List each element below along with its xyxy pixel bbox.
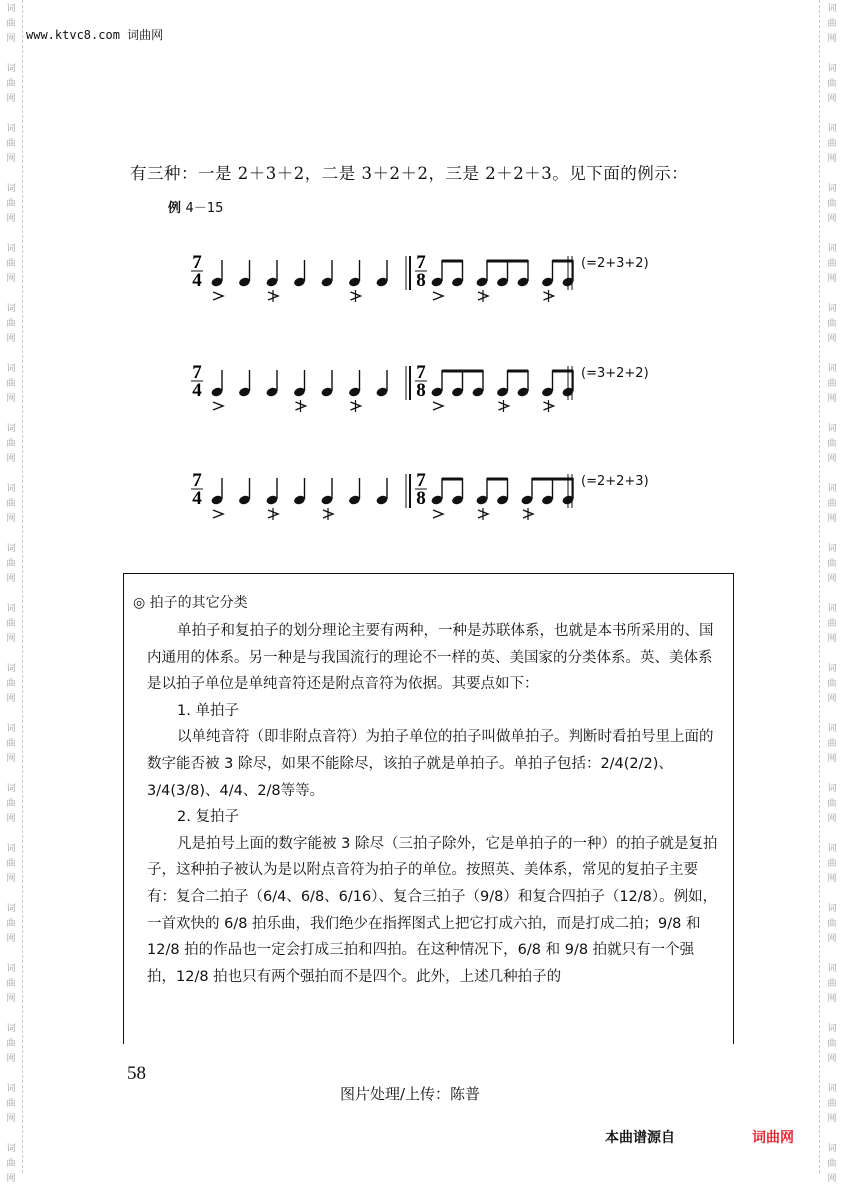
- accent-mark: [433, 510, 443, 518]
- rhythm-example-3: [185, 466, 685, 526]
- time-signature-bottom: 4: [192, 380, 202, 401]
- time-signature-bottom: 4: [192, 488, 202, 509]
- intro-paragraph: 有三种：一是 2＋3＋2，二是 3＋2＋2，三是 2＋2＋3。见下面的例示：: [130, 164, 689, 183]
- time-signature-top: 7: [416, 252, 426, 273]
- watermark-text: 词 曲 网: [6, 1024, 16, 1064]
- watermark-text: 词 曲 网: [6, 664, 16, 704]
- page-number: 58: [127, 1063, 146, 1084]
- brand-logo-text: 词曲网: [752, 1130, 794, 1146]
- watermark-text: 词 曲 网: [6, 364, 16, 404]
- rhythm-example-2: [185, 358, 685, 418]
- sidebar-box: [123, 573, 734, 1044]
- time-signature-bottom: 4: [192, 270, 202, 291]
- accent-mark: [433, 402, 443, 410]
- time-signature-bottom: 8: [416, 488, 426, 509]
- watermark-text: 词 曲 网: [827, 484, 837, 524]
- box-paragraph: 以单纯音符（即非附点音符）为拍子单位的拍子叫做单拍子。判断时看拍号里上面的数字能否被 3 除尽，如果不能除尽，该拍子就是单拍子。单拍子包括：2/4(2/2)、3/4(3/8)、4/4、2/8等等。: [147, 729, 714, 799]
- left-watermark-strip: [0, 0, 23, 1184]
- watermark-text: 词 曲 网: [6, 304, 16, 344]
- watermark-text: 词 曲 网: [827, 124, 837, 164]
- right-watermark-strip: [819, 0, 844, 1184]
- watermark-text: 词 曲 网: [6, 724, 16, 764]
- watermark-text: 词 曲 网: [6, 844, 16, 884]
- watermark-text: 词 曲 网: [827, 664, 837, 704]
- watermark-text: 词 曲 网: [827, 424, 837, 464]
- watermark-text: 词 曲 网: [6, 64, 16, 104]
- watermark-text: 词 曲 网: [6, 184, 16, 224]
- watermark-text: 词 曲 网: [6, 784, 16, 824]
- watermark-text: 词 曲 网: [6, 904, 16, 944]
- time-signature-top: 7: [416, 362, 426, 383]
- watermark-text: 词 曲 网: [6, 484, 16, 524]
- watermark-text: 词 曲 网: [827, 364, 837, 404]
- watermark-text: 词 曲 网: [6, 1084, 16, 1124]
- watermark-text: 词 曲 网: [827, 904, 837, 944]
- rhythm-example-1: [185, 248, 685, 308]
- watermark-text: 词 曲 网: [6, 1144, 16, 1184]
- accent-mark: [213, 510, 223, 518]
- time-signature-bottom: 8: [416, 270, 426, 291]
- watermark-text: 词 曲 网: [6, 4, 16, 44]
- watermark-text: 词 曲 网: [827, 244, 837, 284]
- time-signature-top: 7: [192, 470, 202, 491]
- box-title: ◎ 拍子的其它分类: [133, 595, 248, 611]
- watermark-text: 词 曲 网: [827, 1144, 837, 1184]
- watermark-text: 词 曲 网: [6, 604, 16, 644]
- box-paragraph: 单拍子和复拍子的划分理论主要有两种，一种是苏联体系，也就是本书所采用的、国内通用的体系。另一种是与我国流行的理论不一样的英、美国家的分类体系。英、美体系是以拍子单位是单纯音符还是附点音符为依据。其要点如下：: [147, 623, 714, 693]
- rhythm-notation: [185, 248, 575, 308]
- watermark-text: 词 曲 网: [6, 424, 16, 464]
- rhythm-formula: (=2+3+2): [581, 256, 649, 271]
- watermark-text: 词 曲 网: [827, 304, 837, 344]
- rhythm-notation: [185, 358, 575, 418]
- watermark-text: 词 曲 网: [6, 244, 16, 284]
- box-paragraph: 凡是拍号上面的数字能被 3 除尽（三拍子除外，它是单拍子的一种）的拍子就是复拍子，这种拍子被认为是以附点音符为拍子的单位。按照英、美体系，常见的复拍子主要有：复合二拍子（6/4、6/8、6/16）、复合三拍子（9/8）和复合四拍子（12/8）。例如，一首欢快的 6/8 拍乐曲，我们绝少在指挥图式上把它打成六拍，而是打成二拍；9/8 和 12/8 拍的作品也一定会打成三拍和四拍。在这种情况下，6/8 和 9/8 拍就只有一个强拍，12/8 拍也只有两个强拍而不是四个。此外，上述几种拍子的: [147, 835, 718, 985]
- watermark-text: 词 曲 网: [827, 1084, 837, 1124]
- time-signature-bottom: 8: [416, 380, 426, 401]
- watermark-text: 词 曲 网: [827, 784, 837, 824]
- time-signature-top: 7: [416, 470, 426, 491]
- example-label-prefix: 例: [168, 201, 182, 216]
- watermark-text: 词 曲 网: [827, 844, 837, 884]
- box-heading: 2. 复拍子: [177, 809, 239, 826]
- watermark-text: 词 曲 网: [6, 544, 16, 584]
- watermark-text: 词 曲 网: [827, 544, 837, 584]
- watermark-text: 词 曲 网: [827, 64, 837, 104]
- rhythm-notation: [185, 466, 575, 526]
- watermark-text: 词 曲 网: [827, 184, 837, 224]
- watermark-text: 词 曲 网: [827, 724, 837, 764]
- source-label: 本曲谱源自: [605, 1130, 675, 1146]
- watermark-text: 词 曲 网: [6, 964, 16, 1004]
- rhythm-formula: (=3+2+2): [581, 366, 649, 381]
- watermark-text: 词 曲 网: [6, 124, 16, 164]
- example-label-number: 4－15: [185, 201, 224, 216]
- watermark-text: 词 曲 网: [827, 604, 837, 644]
- accent-mark: [213, 402, 223, 410]
- watermark-text: 词 曲 网: [827, 1024, 837, 1064]
- time-signature-top: 7: [192, 362, 202, 383]
- example-label: [168, 197, 223, 216]
- upload-credit: 图片处理/上传：陈普: [340, 1085, 481, 1103]
- time-signature-top: 7: [192, 252, 202, 273]
- rhythm-formula: (=2+2+3): [581, 474, 649, 489]
- accent-mark: [433, 292, 443, 300]
- box-heading: 1. 单拍子: [177, 702, 239, 719]
- accent-mark: [213, 292, 223, 300]
- box-body: [147, 618, 719, 990]
- watermark-text: 词 曲 网: [827, 964, 837, 1004]
- site-url: www.ktvc8.com 词曲网: [26, 28, 164, 42]
- watermark-text: 词 曲 网: [827, 4, 837, 44]
